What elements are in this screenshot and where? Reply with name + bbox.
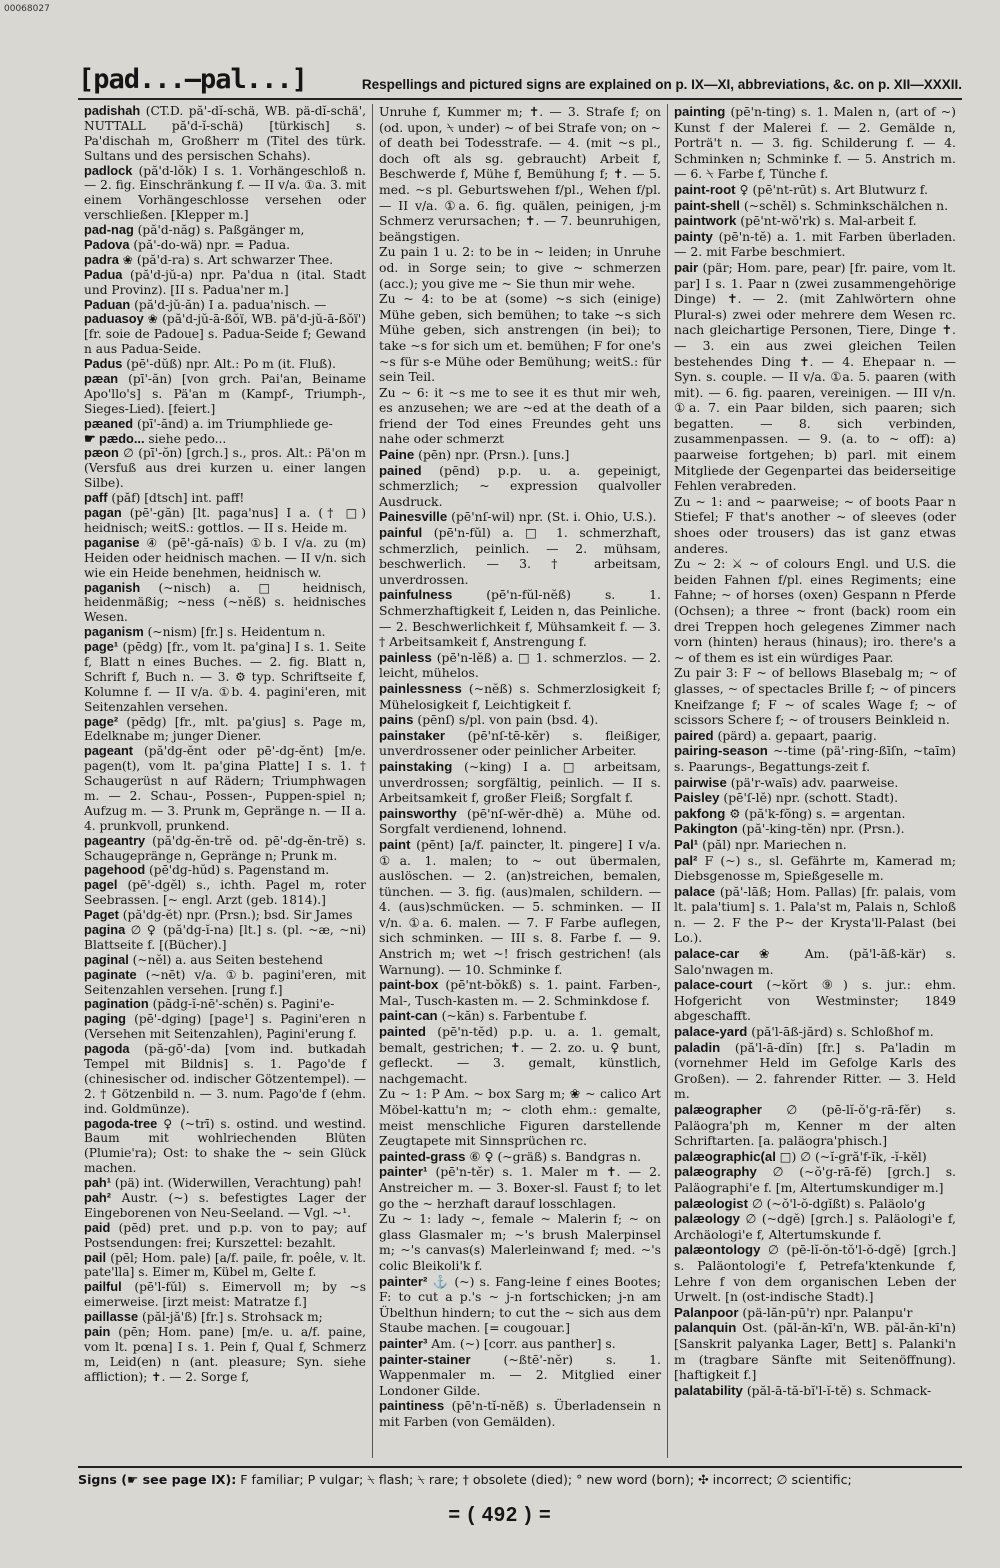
- entry-text: (~kŏrt ⑨) s. jur.: ehm. Hofgericht von Westminster; 1849 abgeschafft.: [674, 977, 956, 1024]
- dictionary-entry: [84, 1280, 366, 1310]
- entry-text: Austr. (~) s. befestigtes Lager der Eingeborenen von Neu-Seeland. — Vgl. ~¹.: [84, 1191, 366, 1220]
- dictionary-entry: [379, 244, 661, 291]
- dictionary-entry: [84, 491, 366, 506]
- dictionary-entry: [674, 213, 956, 229]
- dictionary-entry: [84, 1117, 366, 1177]
- dictionary-entry: [84, 1176, 366, 1191]
- entry-headword: paint: [379, 836, 411, 852]
- entry-text: Ost. (păl-ăn-kī'n, WB. păl-ăn-kī'n) [Sanskrit palyanka Lager, Bett] s. Palanki'n m (tragbare Sänfte mit Seitenöffnung). [haftigkeit f.]: [674, 1320, 956, 1383]
- entry-text: (pă'dg-ĕt) npr. (Prsn.); bsd. Sir James: [118, 908, 353, 923]
- entry-text: (pă'd-năg) s. Paßgänger m,: [133, 223, 305, 238]
- entry-text: (pēnſ) s/pl. von pain (bsd. 4).: [413, 712, 599, 728]
- dictionary-entry: [674, 1024, 956, 1040]
- entry-text: siehe pedo...: [144, 431, 227, 446]
- entry-text: (pē'-dging) [page¹] s. Pagini'eren n (Versehen mit Seitenzahlen), Pagini'erung f.: [84, 1012, 366, 1042]
- dictionary-entry: [674, 946, 956, 977]
- entry-headword: painted-grass: [379, 1148, 466, 1164]
- entry-headword: paginate: [84, 966, 137, 982]
- dictionary-entry: [84, 417, 366, 432]
- dictionary-entry: [674, 1040, 956, 1102]
- dictionary-entry: [379, 291, 661, 385]
- dictionary-entry: [84, 536, 366, 581]
- entry-text: (pă'l-āß-jărd) s. Schloßhof m.: [747, 1024, 934, 1040]
- entry-headword: paduasoy: [84, 311, 144, 327]
- entry-text: (pē'n-tĕ) a. 1. mit Farben überladen. — 2. mit Farbe beschmiert.: [674, 228, 956, 260]
- dictionary-entry: [84, 834, 366, 864]
- entry-text: (CT.D. pă'-dĭ-schä, WB. pä-dĭ-schä', NUTTALL pă'd-ĭ-schä) [türkisch] s. Pa'dischah m, Großherr m (Titel des türk. Sultans und des persischen Schahs).: [84, 104, 366, 163]
- entry-headword: pagina: [84, 921, 126, 937]
- dictionary-entry: [379, 509, 661, 525]
- entry-headword: palæographic(al: [674, 1148, 776, 1164]
- entry-text: ⑥ ♀ (~gräß) s. Bandgras n.: [465, 1148, 642, 1164]
- entry-headword: pakfong: [674, 805, 726, 821]
- entry-headword: pagehood: [84, 862, 146, 878]
- entry-text: (pē'-dgĕl) s., ichth. Pagel m, roter Seebrassen. [~ engl. Arzt (geb. 1814).]: [84, 878, 366, 908]
- entry-text: (~nĕl) a. aus Seiten bestehend: [128, 952, 323, 967]
- entry-headword: pageantry: [84, 832, 146, 848]
- dictionary-entry: [674, 1320, 956, 1382]
- entry-text: (pē'nt-bŏkß) s. 1. paint. Farben-, Mal-, Tusch-kasten m. — 2. Schminkdose f.: [379, 977, 661, 1008]
- entry-headword: palanquin: [674, 1320, 737, 1336]
- entry-headword: Paine: [379, 447, 415, 463]
- entry-text: ❀ (pă'd-jŭ-ā-ßŏï, WB. pä'd-jŭ-ā-ßŏï') [fr. soie de Padoue] s. Padua-Seide f; Gewand n aus Padua-Seide.: [84, 312, 366, 357]
- dictionary-entry: [379, 977, 661, 1008]
- entry-text: ❀ (pă'd-ra) s. Art schwarzer Thee.: [118, 252, 334, 267]
- entry-headword: painted: [379, 1024, 426, 1040]
- entry-text: (pă'-king-tĕn) npr. (Prsn.).: [737, 821, 905, 837]
- entry-headword: paint-can: [379, 1008, 438, 1024]
- entry-text: (pī'-ăn) [von grch. Pai'an, Beiname Apo'llo's] s. Pä'an m (Kampf-, Triumph-, Sieges-Lied). [feiert.]: [84, 372, 366, 416]
- entry-text: Zu ~ 4: to be at (some) ~s sich (einige) Mühe geben, sich bemühen; to take ~s sich Mühe geben, sich anstrengen (in bei); to take ~s for sich um et. bemühen; F for one's ~s für s-e Mühe oder Bemühung; weitS.: für sein Teil.: [379, 291, 661, 385]
- entry-text: (pă'l-ā-dĭn) [fr.] s. Pa'ladin m (vornehmer Held im Gefolge Karls des Großen). — 2. fahrender Ritter. — 3. Held m.: [674, 1039, 956, 1102]
- entry-headword: pah²: [84, 1190, 112, 1206]
- dictionary-entry: [379, 759, 661, 806]
- entry-headword: pad-nag: [84, 222, 134, 238]
- entry-text: (pă'd-jŭ-ăn) I a. padua'nisch. —: [130, 297, 327, 312]
- entry-text: (~nĕß) s. Schmerzlosigkeit f; Mühelosigkeit f, Leichtigkeit f.: [379, 680, 661, 712]
- dictionary-entry: [84, 238, 366, 253]
- dictionary-entry: [84, 640, 366, 714]
- entry-headword: painless: [379, 649, 432, 665]
- entry-headword: painstaker: [379, 727, 445, 743]
- entry-text: ~-time (pä'-ring-ßīſn, ~taīm) s. Paarungs-, Begattungs-zeit f.: [674, 743, 956, 774]
- entry-headword: painty: [674, 228, 713, 244]
- entry-text: (pē'n-tĕd) p.p. u. a. 1. gemalt, bemalt, gestrichen; ✝. — 2. zo. u. ♀ bunt, gefleckt. — 3. gemalt, künstlich, nachgemacht.: [379, 1024, 661, 1086]
- entry-headword: paintwork: [674, 213, 737, 229]
- dictionary-entry: [84, 164, 366, 224]
- dictionary-entry: [84, 1310, 366, 1325]
- entry-text: ♀ (~trī) s. ostind. und westind. Baum mit wohlriechenden Blüten (Plumie'ra); Ost: to shake the ~ sein Glück machen.: [84, 1116, 366, 1176]
- dictionary-entry: [84, 923, 366, 953]
- entry-headword: pain: [84, 1324, 111, 1340]
- entry-headword: pal²: [674, 852, 698, 868]
- dictionary-entry: [674, 775, 956, 791]
- entry-headword: page²: [84, 713, 119, 729]
- dictionary-entry: [674, 1305, 956, 1321]
- entry-headword: Pakington: [674, 821, 738, 837]
- entry-text: Zu ~ 6: it ~s me to see it es thut mir weh, es anzusehen; we are ~ed at the death of a friend der Tod eines Freundes geht uns nahe oder schmerzt: [379, 384, 661, 447]
- entry-headword: paint-box: [379, 977, 439, 993]
- entry-headword: paging: [84, 1011, 126, 1027]
- entry-text: (pä) int. (Widerwillen, Verachtung) pah!: [111, 1176, 362, 1191]
- entry-text: (pēn) npr. (Prsn.). [uns.]: [414, 447, 570, 463]
- signs-text: F familiar; P vulgar; ⍀ flash; ⍀ rare; † obsolete (died); ° new word (born); ✣ incorrect; ∅ scientific;: [236, 1472, 852, 1487]
- entry-headword: paginal: [84, 951, 129, 967]
- dictionary-entry: [379, 1149, 661, 1165]
- dictionary-entry: [674, 182, 956, 198]
- dictionary-entry: [84, 581, 366, 626]
- entry-headword: pairwise: [674, 774, 727, 790]
- column-3: [667, 104, 962, 1458]
- entry-text: (pă'-lāß; Hom. Pallas) [fr. palais, vom lt. pala'tium] s. 1. Pala'st m, Palais n, Schloß n. — 2. F the P~ der Krysta'll-Palast (bei Lo.).: [674, 883, 956, 946]
- dictionary-entry: [84, 506, 366, 536]
- entry-text: ④ (pē'-gă-naīs) ①b. I v/a. zu (m) Heiden oder heidnisch machen. — II v/n. sich wie ein Heide benehmen, heidnisch w.: [84, 535, 366, 580]
- dictionary-entry: [674, 104, 956, 182]
- entry-text: (~ßtē'-nĕr) s. 1. Wappenmaler m. — 2. Mitglied einer Londoner Gilde.: [379, 1351, 661, 1398]
- entry-text: (pē'n-tĭ-nĕß) s. Überladensein n mit Farben (von Gemälden).: [379, 1398, 661, 1429]
- dictionary-entry: [674, 1164, 956, 1195]
- dictionary-entry: [84, 715, 366, 745]
- entry-headword: painter¹: [379, 1164, 428, 1180]
- entry-headword: paint-root: [674, 181, 736, 197]
- dictionary-entry: [674, 743, 956, 774]
- entry-text: (păl) npr. Mariechen n.: [698, 836, 847, 852]
- dictionary-entry: [84, 863, 366, 878]
- dictionary-entry: [379, 1336, 661, 1352]
- column-1: [78, 104, 372, 1458]
- entry-text: (pē'nſ-wil) npr. (St. i. Ohio, U.S.).: [447, 509, 657, 525]
- entry-headword: palæography: [674, 1164, 757, 1180]
- entry-text: (pē'-găn) [lt. paga'nus] I a. († □) heidnisch; weitS.: gottlos. — II s. Heide m.: [84, 506, 366, 535]
- dictionary-entry: [84, 878, 366, 908]
- entry-headword: Padova: [84, 237, 130, 253]
- dictionary-entry: [84, 1042, 366, 1116]
- entry-headword: palace-car: [674, 946, 740, 962]
- entry-headword: painting: [674, 104, 726, 119]
- dictionary-entry: [84, 268, 366, 298]
- page-range: [pad...—pal...]: [78, 64, 307, 95]
- entry-text: F (~) s., sl. Gefährte m, Kamerad m; Diebsgenosse m, Spießgeselle m.: [674, 852, 956, 884]
- entry-text: (pēd) pret. und p.p. von to pay; auf Postsendungen: frei; Kurszettel: bezahlt.: [84, 1220, 366, 1250]
- entry-text: (pē'nt-wŏ'rk) s. Mal-arbeit f.: [736, 213, 917, 229]
- entry-text: (pē'nſ-tē-kĕr) s. fleißiger, unverdrossener oder peinlicher Arbeiter.: [379, 727, 661, 759]
- dictionary-entry: [379, 104, 661, 244]
- entry-text: ∅ (~ŏ'l-ŏ-dgĭßt) s. Paläolo'g: [748, 1195, 926, 1211]
- entry-headword: paff: [84, 490, 108, 506]
- dictionary-entry: [379, 1086, 661, 1148]
- entry-headword: pagoda-tree: [84, 1115, 158, 1131]
- entry-headword: pah¹: [84, 1175, 112, 1191]
- entry-headword: palæographer: [674, 1102, 762, 1117]
- page-header: [78, 58, 962, 100]
- dictionary-entry: [379, 385, 661, 447]
- entry-text: (pē'-dŭß) npr. Alt.: Po m (it. Fluß).: [122, 357, 336, 372]
- entry-text: (pă'd-jŭ-a) npr. Pa'dua n (ital. Stadt und Provinz). [II s. Padua'ner m.]: [84, 267, 366, 297]
- entry-text: ∅ (pī'-ŏn) [grch.] s., pros. Alt.: Pä'on m (Versfuß aus drei kurzen u. einer langen Silbe).: [84, 446, 366, 491]
- dictionary-entry: [84, 744, 366, 833]
- dictionary-entry: [84, 997, 366, 1012]
- signs-label: Signs (☛ see page IX):: [78, 1472, 237, 1487]
- dictionary-entry: [379, 1352, 661, 1399]
- entry-text: Am. (~) [corr. aus panther] s.: [427, 1335, 616, 1351]
- entry-text: (pădg-ĭ-nē'-schĕn) s. Pagini'e-: [148, 997, 335, 1012]
- entry-headword: palæology: [674, 1211, 740, 1227]
- entry-headword: Paisley: [674, 790, 720, 806]
- entry-headword: pains: [379, 712, 414, 728]
- dictionary-entry: [379, 1211, 661, 1273]
- entry-text: (pă'dg-ĕn-trĕ od. pē'-dg-ĕn-trĕ) s. Schaugepränge n, Gepränge n; Prunk m.: [84, 833, 366, 863]
- dictionary-entry: [379, 463, 661, 510]
- dictionary-entry: [379, 1008, 661, 1024]
- entry-text: (păl-ā-tă-bĭ'l-ĭ-tĕ) s. Schmack-: [742, 1382, 932, 1398]
- dictionary-entry: [674, 198, 956, 214]
- entry-text: □) ∅ (~ĭ-gră'f-ĭk, -ĭ-kĕl): [775, 1148, 927, 1164]
- entry-text: (pä'r-waīs) adv. paarweise.: [726, 774, 899, 790]
- dictionary-entry: [379, 1024, 661, 1086]
- dictionary-entry: [84, 1251, 366, 1281]
- entry-headword: pailful: [84, 1279, 122, 1295]
- entry-text: ∅ ♀ (pă'dg-ĭ-na) [lt.] s. (pl. ~æ, ~ni) Blattseite f. [(Bücher).]: [84, 922, 366, 952]
- entry-headword: Padus: [84, 356, 123, 372]
- entry-text: (~nisch) a. □ heidnisch, heidenmäßig; ~ness (~nĕß) s. heidnisches Wesen.: [84, 580, 366, 625]
- entry-text: ∅ (pē-lĭ-ŏ'g-rā-fĕr) s. Paläogra'ph m, Kenner m der alten Schriftarten. [a. paläogra'phisch.]: [674, 1102, 956, 1149]
- dictionary-entry: [379, 837, 661, 977]
- entry-text: ♀ (pē'nt-rūt) s. Art Blutwurz f.: [735, 181, 928, 197]
- entry-headword: paired: [674, 727, 714, 743]
- entry-headword: padishah: [84, 104, 141, 118]
- entry-text: (pē'n-ting) s. 1. Malen n, (art of ~) Kunst f der Malerei f. — 2. Gemälde n, Porträ't n. — 3. fig. Schilderung f. — 4. Schminken n; Schminke f. — 5. Anstrich m. — 6. ⍀ Farbe f, Tünche f.: [674, 104, 956, 182]
- entry-headword: Pal¹: [674, 836, 699, 852]
- entry-headword: pagan: [84, 505, 122, 521]
- entry-headword: ☛ pædo...: [84, 430, 145, 446]
- entry-text: ❀ Am. (pă'l-āß-kär) s. Salo'nwagen m.: [674, 946, 956, 977]
- entry-text: Zu ~ 1: lady ~, female ~ Malerin f; ~ on glass Glasmaler m; ~'s brush Malerpinsel m; ~'s canvas(s) Malerleinwand f; med. ~'s colic Bleikoli'k f.: [379, 1211, 661, 1273]
- entry-text: (pēn; Hom. pane) [m/e. u. a/f. paine, vom lt. pœna] I s. 1. Pein f, Qual f, Schmerz m, Leid(en) n (ant. pleasure; Syn. siehe affliction); ✝. — 2. Sorge f,: [84, 1325, 366, 1384]
- entry-text: (pēdg) [fr., vom lt. pa'gina] I s. 1. Seite f, Blatt n eines Buches. — 2. fig. Blatt n, Schrift f, Buch n. — 3. ⚙ typ. Schriftseite f, Kolumne f. — II v/a. ①b. 4. pagini'eren, mit Seitenzahlen versehen.: [84, 640, 366, 714]
- entry-text: (~nēt) v/a. ①b. pagini'eren, mit Seitenzahlen versehen. [rung f.]: [84, 967, 366, 997]
- dictionary-entry: [84, 357, 366, 372]
- entry-headword: paganish: [84, 579, 141, 595]
- entry-headword: painter²: [379, 1273, 428, 1289]
- entry-text: (pēnt) [a/f. paincter, lt. pingere] I v/a. ①a. 1. malen; to ~ out übermalen, auslöschen. — 2. (an)streichen, bemalen, tünchen. — 3. fig. (aus)malen, schildern. — 4. (aus)schmücken. — 5. schminken. — II v/n. ①a. 6. malen. — 7. F Farbe auflegen, sich schminken. — III s. 8. Farbe f. — 9. Anstrich m; wet ~! frisch gestrichen! (als Warnung). — 10. Schminke f.: [379, 836, 661, 977]
- dictionary-entry: [379, 525, 661, 587]
- dictionary-entry: [674, 665, 956, 727]
- entry-headword: painfulness: [379, 587, 453, 603]
- entry-text: (pē'nſ-wĕr-dhĕ) a. Mühe od. Sorgfalt verdienend, lohnend.: [379, 805, 661, 837]
- dictionary-entry: [379, 650, 661, 681]
- dictionary-entry: [379, 1274, 661, 1336]
- dictionary-entry: [379, 681, 661, 712]
- entry-headword: paint-shell: [674, 197, 740, 213]
- entry-headword: pairing-season: [674, 743, 768, 759]
- entry-text: (pē'n-lĕß) a. □ 1. schmerzlos. — 2. leicht, mühelos.: [379, 649, 661, 681]
- dictionary-entry: [674, 821, 956, 837]
- dictionary-entry: [84, 953, 366, 968]
- dictionary-entry: [84, 253, 366, 268]
- entry-text: Zu pain 1 u. 2: to be in ~ leiden; in Unruhe od. in Sorge sein; to give ~ schmerzen (acc.); you give me ~ Sie thun mir wehe.: [379, 244, 661, 291]
- entry-text: (pē'dg-hŭd) s. Pagenstand m.: [145, 863, 330, 878]
- entry-text: (pärd) a. gepaart, paarig.: [713, 727, 877, 743]
- entry-headword: paillasse: [84, 1309, 139, 1325]
- entry-headword: painful: [379, 525, 423, 541]
- dictionary-entry: [84, 104, 366, 164]
- dictionary-entry: [379, 1398, 661, 1429]
- entry-headword: palæontology: [674, 1242, 761, 1258]
- dictionary-entry: [674, 1383, 956, 1399]
- entry-text: (pē'l-fŭl) s. Eimervoll m; by ~s eimerweise. [irzt meist: Matratze f.]: [84, 1280, 366, 1310]
- entry-text: Zu ~ 2: ⚔ ~ of colours Engl. und U.S. die beiden Fahnen f/pl. eines Regiments; eine Fahne; ~ of horses (oxen) Gespann n Pferde (Ochsen); a three ~ front (back) room ein drei Treppen hoch gelegenes Zimmer nach vorn (hinten) heraus (hinaus); iro. there's a ~ of them es ist ein würdiges Paar.: [674, 556, 956, 665]
- entry-text: (~king) I a. □ arbeitsam, unverdrossen; sorgfältig, peinlich. — II s. Arbeitsamkeit f, großer Fleiß; Sorgfalt f.: [379, 758, 661, 806]
- dictionary-entry: [84, 298, 366, 313]
- signs-legend: [78, 1466, 962, 1488]
- entry-text: (pē'ſ-lĕ) npr. (schott. Stadt).: [719, 790, 899, 806]
- entry-headword: pagel: [84, 877, 118, 893]
- entry-text: (păf) [dtsch] int. paff!: [107, 491, 245, 506]
- dictionary-entry: [674, 837, 956, 853]
- entry-text: ⚙ (pă'k-fŏng) s. = argentan.: [725, 805, 906, 821]
- entry-text: (pē'n-fŭl-nĕß) s. 1. Schmerzhaftigkeit f, Leiden n, das Peinliche. — 2. Beschwerlichkeit f, Mühsamkeit f. — 3. † Arbeitsamkeit f, Anstrengung f.: [379, 587, 661, 650]
- entry-text: (pī'-ănd) a. im Triumphliede ge-: [133, 416, 333, 431]
- entry-headword: pæon: [84, 445, 119, 461]
- dictionary-entry: [674, 1211, 956, 1242]
- entry-text: ∅ (~ŏ'g-rā-fĕ) [grch.] s. Paläographi'e f. [m, Altertumskundiger m.]: [674, 1164, 956, 1195]
- entry-headword: Padua: [84, 266, 123, 282]
- entry-text: (pă'd-lŏk) I s. 1. Vorhängeschloß n. — 2. fig. Einschränkung f. — II v/a. ①a. 3. mit einem Vorhängeschlosse versehen oder verschließen. [Klepper m.]: [84, 163, 366, 223]
- entry-headword: Painesville: [379, 509, 448, 525]
- entry-text: (pē'n-tĕr) s. 1. Maler m ✝. — 2. Anstreicher m. — 3. Boxer-sl. Faust f; to let go the ~ herzhaft darauf losschlagen.: [379, 1164, 661, 1211]
- dictionary-entry: [379, 712, 661, 728]
- entry-headword: palatability: [674, 1382, 743, 1398]
- entry-headword: pair: [674, 259, 699, 275]
- entry-text: Zu pair 3: F ~ of bellows Blasebalg m; ~ of glasses, ~ of spectacles Brille f; ~ of pincers Kneifzange f; F ~ of scales Wage f; ~ of scissors Schere f; ~ of trousers Beinkleid n.: [674, 665, 956, 728]
- dictionary-entry: [674, 556, 956, 665]
- entry-headword: pained: [379, 462, 422, 478]
- entry-headword: paid: [84, 1219, 111, 1235]
- dictionary-entry: [379, 447, 661, 463]
- entry-headword: paladin: [674, 1039, 721, 1055]
- entry-headword: palace: [674, 883, 716, 899]
- entry-text: (pēnd) p.p. u. a. gepeinigt, schmerzlich; ~ expression qualvoller Ausdruck.: [379, 462, 661, 509]
- dictionary-entry: [84, 432, 366, 447]
- entry-text: (~schĕl) s. Schminkschälchen n.: [739, 197, 949, 213]
- entry-headword: palace-court: [674, 977, 753, 993]
- dictionary-entry: [84, 1221, 366, 1251]
- entry-text: (păl-jă'ß) [fr.] s. Strohsack m;: [138, 1310, 323, 1325]
- entry-text: ∅ (~dgĕ) [grch.] s. Paläologi'e f, Archäologi'e f, Altertumskunde f.: [674, 1211, 956, 1242]
- dictionary-entry: [379, 806, 661, 837]
- dictionary-entry: [674, 229, 956, 260]
- entry-text: Unruhe f, Kummer m; ✝. — 3. Strafe f; on (od. upon, ⍀ under) ~ of bei Strafe von; on ~ of death bei Todesstrafe. — 4. (mit ~s pl., doch oft als sg. gebraucht) Arbeit f, Beschwerde f, Mühe f, Bemühung f; ✝. — 5. med. ~s pl. Geburtswehen f/pl., Wehen f/pl. — II v/a. ①a. 6. fig. quälen, peinigen, j-m Schmerz verursachen; ✝. — 7. beunruhigen, beängstigen.: [379, 104, 661, 244]
- entry-headword: padlock: [84, 162, 133, 178]
- entry-headword: pagination: [84, 996, 149, 1012]
- dictionary-entry: [84, 1325, 366, 1385]
- entry-text: (pä-lăn-pū'r) npr. Palanpu'r: [738, 1304, 913, 1320]
- entry-headword: paintiness: [379, 1398, 445, 1414]
- entry-headword: padra: [84, 251, 119, 267]
- dictionary-entry: [84, 1191, 366, 1221]
- dictionary-entry: [84, 223, 366, 238]
- dictionary-entry: [674, 260, 956, 494]
- entry-text: (pă'dg-ĕnt oder pē'-dg-ĕnt) [m/e. pagen(t), vom lt. pa'gina Platte] I s. 1. † Schaugerüst n auf Rädern; Triumphwagen m. — 2. Schau-, Possen-, Puppen-spiel n; Aufzug m. — 3. Prunk m, Gepränge n. — II a. 4. prunkvoll, prunkend.: [84, 744, 366, 833]
- column-2: [372, 104, 667, 1458]
- dictionary-entry: [84, 625, 366, 640]
- entry-headword: painstaking: [379, 758, 453, 774]
- entry-headword: pail: [84, 1249, 107, 1265]
- entry-headword: pæan: [84, 371, 119, 387]
- entry-headword: pageant: [84, 743, 134, 759]
- entry-headword: painter³: [379, 1335, 428, 1351]
- dictionary-entry: [379, 728, 661, 759]
- dictionary-columns: [78, 104, 962, 1458]
- dictionary-entry: [84, 908, 366, 923]
- entry-headword: paganism: [84, 624, 144, 640]
- header-note: Respellings and pictured signs are explained on p. IX—XI, abbreviations, &c. on p. XII—XXXII.: [361, 77, 962, 92]
- entry-headword: Paduan: [84, 296, 131, 312]
- dictionary-entry: [674, 1196, 956, 1212]
- dictionary-entry: [674, 977, 956, 1024]
- entry-text: (pē'n-fŭl) a. □ 1. schmerzhaft, schmerzlich, peinlich. — 2. mühsam, beschwerlich. — 3. † arbeitsam, unverdrossen.: [379, 525, 661, 587]
- dictionary-entry: [674, 1102, 956, 1149]
- dictionary-entry: [674, 494, 956, 556]
- dictionary-entry: [674, 853, 956, 884]
- dictionary-entry: [84, 446, 366, 491]
- entry-headword: pæaned: [84, 415, 134, 431]
- page-number: = ( 492 ) =: [448, 1504, 552, 1526]
- entry-headword: painter-stainer: [379, 1351, 471, 1367]
- entry-headword: pagoda: [84, 1041, 130, 1057]
- dictionary-entry: [674, 1149, 956, 1165]
- dictionary-entry: [379, 1164, 661, 1211]
- dictionary-entry: [674, 728, 956, 744]
- entry-text: (pă'-do-wä) npr. = Padua.: [129, 238, 290, 253]
- entry-text: (pēdg) [fr., mlt. pa'gius] s. Page m, Edelknabe m; junger Diener.: [84, 714, 366, 744]
- entry-text: ∅ (pē-lĭ-ŏn-tŏ'l-ŏ-dgĕ) [grch.] s. Paläontologi'e f, Petrefa'ktenkunde f, Lehre f von dem organischen Leben der Urwelt. [n (ost-indische Stadt).]: [674, 1242, 956, 1305]
- dictionary-entry: [674, 806, 956, 822]
- entry-headword: palace-yard: [674, 1024, 748, 1040]
- entry-text: (pär; Hom. pare, pear) [fr. paire, vom lt. par] I s. 1. Paar n (zwei zusammengehörige Dinge) ✝. — 2. (mit Zahlwörtern ohne Plural-s) zwei oder mehrere dem Wesen rc. nach gleichartige Personen, Tiere, Dinge ✝. — 3. ein aus zwei gleichen Teilen bestehendes Ding ✝. — 4. Ehepaar n. — Syn. s. couple. — II v/a. ①a. 5. paaren (with mit). — 6. fig. paaren, vereinigen. — III v/n. ①a. 7. ein Paar bilden, sich paaren; sich begatten. — 8. sich verbinden, zusammenpassen. — 9. (a. to ~ off): a) paarweise fortgehen; b) parl. mit einem Mitgliede der Gegenpartei das beiderseitige Fehlen verabreden.: [674, 259, 956, 494]
- dictionary-entry: [674, 1242, 956, 1304]
- dictionary-entry: [674, 790, 956, 806]
- entry-headword: paganise: [84, 534, 140, 550]
- dictionary-entry: [84, 372, 366, 417]
- dictionary-entry: [674, 884, 956, 946]
- entry-headword: palæologist: [674, 1195, 748, 1211]
- entry-headword: Paget: [84, 907, 119, 923]
- dictionary-entry: [84, 968, 366, 998]
- dictionary-entry: [84, 1012, 366, 1042]
- entry-text: (pă-gō'-da) [vom ind. butkadah Tempel mit Bildnis] s. 1. Pago'de f (chinesischer od. indischer Götzentempel). — 2. † Götzenbild n. — 3. num. Pago'de f (ehm. ind. Goldmünze).: [84, 1042, 366, 1116]
- entry-text: (~nism) [fr.] s. Heidentum n.: [143, 625, 326, 640]
- entry-headword: painsworthy: [379, 805, 457, 821]
- scan-id: 00068027: [4, 4, 50, 14]
- entry-text: ⚓ (~) s. Fang-leine f eines Bootes; F: to cut a p.'s ~ j-n fortschicken; j-n am Übelthun hindern; to cut the ~ sich aus dem Staube machen. [= cougouar.]: [379, 1273, 661, 1336]
- entry-headword: painlessness: [379, 680, 462, 696]
- entry-headword: Palanpoor: [674, 1304, 739, 1320]
- entry-text: Zu ~ 1: and ~ paarweise; ~ of boots Paar n Stiefel; F that's another ~ of sleeves (oder shoes oder trousers) das ist ganz etwas anderes.: [674, 493, 956, 556]
- dictionary-entry: [379, 587, 661, 649]
- entry-text: (pēl; Hom. pale) [a/f. paile, fr. poêle, v. lt. pate'lla] s. Eimer m, Kübel m, Gelte f.: [84, 1250, 366, 1280]
- dictionary-entry: [84, 312, 366, 357]
- entry-text: (~kăn) s. Farbentube f.: [437, 1008, 588, 1024]
- entry-text: Zu ~ 1: P Am. ~ box Sarg m; ❀ ~ calico Art Möbel-kattu'n m; ~ cloth ehm.: gemalte, meist menschliche Figuren darstellende Zeugtapete mit Sinnsprüchen rc.: [379, 1086, 661, 1149]
- entry-headword: page¹: [84, 639, 119, 655]
